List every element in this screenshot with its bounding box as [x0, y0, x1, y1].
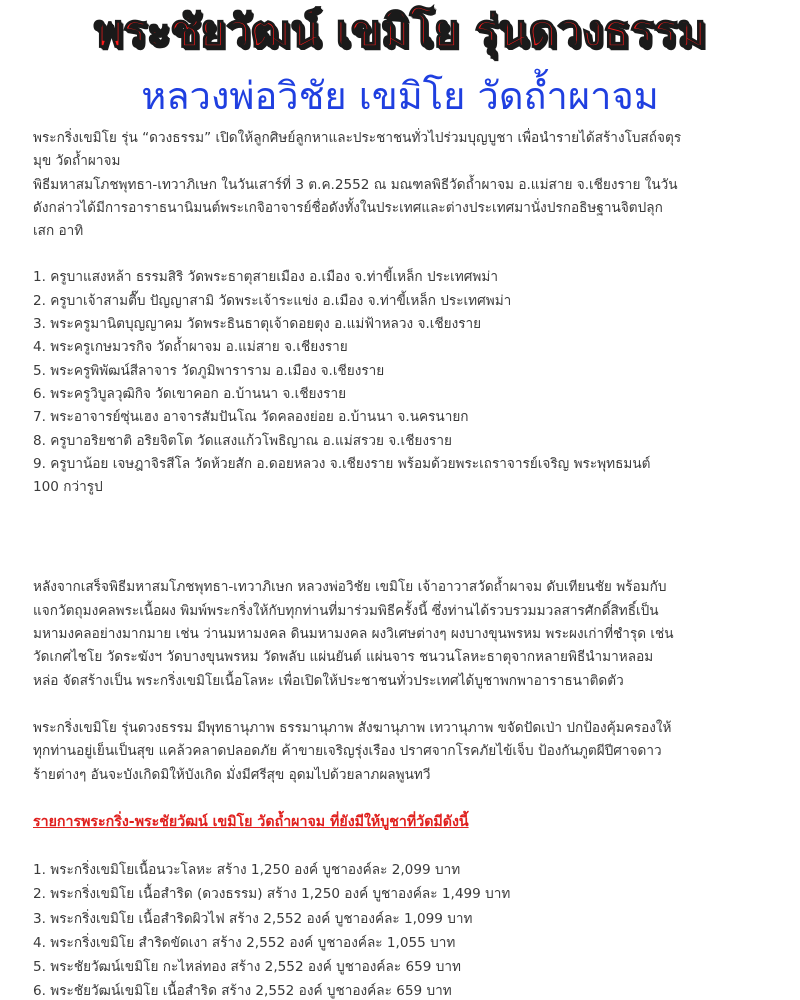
list-item: 2. ครูบาเจ้าสามตื๊บ ปัญญาสามิ วัดพระเจ้าระแข่ง อ.เมือง จ.ท่าขี้เหล็ก ประเทศพม่า: [33, 292, 512, 309]
list-item: 6. พระชัยวัฒน์เขมิโย เนื้อสำริด สร้าง 2,552 องค์ บูชาองค์ละ 659 บาท: [33, 983, 452, 1000]
list-item: 1. ครูบาแสงหล้า ธรรมสิริ วัดพระธาตุสายเมือง อ.เมือง จ.ท่าขี้เหล็ก ประเทศพม่า: [33, 269, 498, 286]
paragraph-line: พระกริ่งเขมิโย รุ่นดวงธรรม มีพุทธานุภาพ ธรรมานุภาพ สังฆานุภาพ เทวานุภาพ ขจัดปัดเป่า ปกป้องคุ้มครองให้: [33, 719, 672, 736]
list-item: 1. พระกริ่งเขมิโยเนื้อนวะโลหะ สร้าง 1,250 องค์ บูชาองค์ละ 2,099 บาท: [33, 862, 461, 879]
paragraph-line: หลังจากเสร็จพิธีมหาสมโภชพุทธา-เทวาภิเษก หลวงพ่อวิชัย เขมิโย เจ้าอาวาสวัดถ้ำผาจม ดับเทียนชัย พร้อมกับ: [33, 579, 667, 596]
spacer: [33, 499, 795, 576]
intro-line: เสก อาทิ: [33, 223, 84, 240]
monk-list: [33, 266, 795, 476]
page-title: พระชัยวัฒน์ เขมิโย รุ่นดวงธรรม: [93, 6, 707, 57]
list-item: 3. พระครูมานิตบุญญาคม วัดพระธินธาตุเจ้าดอยตุง อ.แม่ฟ้าหลวง จ.เชียงราย: [33, 316, 482, 333]
spacer: [33, 787, 795, 811]
paragraph-line: วัดเกศไชโย วัดระฆังฯ วัดบางขุนพรหม วัดพลับ แผ่นยันต์ แผ่นจาร ชนวนโลหะธาตุจากหลายพิธีนำมาหลอม: [33, 649, 654, 666]
list-item: 5. พระครูพิพัฒน์สีลาจาร วัดภูมิพาราราม อ.เมือง จ.เชียงราย: [33, 362, 385, 379]
paragraph-line: แจกวัตถุมงคลพระเนื้อผง พิมพ์พระกริ่งให้กับทุกท่านที่มาร่วมพิธีครั้งนี้ ซึ่งท่านได้รวบรวมมวลสารศักดิ์สิทธิ์เป็น: [33, 602, 659, 619]
spacer: [33, 834, 795, 858]
paragraph-line: ทุกท่านอยู่เย็นเป็นสุข แคล้วคลาดปลอดภัย ค้าขายเจริญรุ่งเรือง ปราศจากโรคภัยไข้เจ็บ ป้องกันภูตผีปีศาจดาว: [33, 743, 662, 760]
list-item: 5. พระชัยวัฒน์เขมิโย กะไหล่ทอง สร้าง 2,552 องค์ บูชาองค์ละ 659 บาท: [33, 958, 461, 975]
article-body: [33, 127, 795, 1000]
paragraph-line: มหามงคลอย่างมากมาย เช่น ว่านมหามงคล ดินมหามงคล ผงวิเศษต่างๆ ผงบางขุนพรหม พระผงเก่าที่ชำรุด เช่น: [33, 626, 674, 643]
spacer: [33, 243, 795, 266]
intro-line: พิธีมหาสมโภชพุทธา-เทวาภิเษก ในวันเสาร์ที่ 3 ต.ค.2552 ณ มณฑลพิธีวัดถ้ำผาจม อ.แม่สาย จ.เชียงราย ในวัน: [33, 176, 678, 193]
list-item: 9. ครูบาน้อย เจษฎาจิรสีโล วัดห้วยสัก อ.ดอยหลวง จ.เชียงราย พร้อมด้วยพระเถราจารย์เจริญ พระพุทธมนต์: [33, 455, 651, 472]
list-item: 2. พระกริ่งเขมิโย เนื้อสำริด (ดวงธรรม) สร้าง 1,250 องค์ บูชาองค์ละ 1,499 บาท: [33, 886, 511, 903]
amulet-list: [33, 858, 795, 1000]
spacer: [33, 693, 795, 717]
list-item: 8. ครูบาอริยชาติ อริยจิตโต วัดแสงแก้วโพธิญาณ อ.แม่สรวย จ.เชียงราย: [33, 432, 452, 449]
list-item: 3. พระกริ่งเขมิโย เนื้อสำริดผิวไฟ สร้าง 2,552 องค์ บูชาองค์ละ 1,099 บาท: [33, 910, 473, 927]
list-item: 6. พระครูวิบูลวุฒิกิจ วัดเขาคอก อ.บ้านนา จ.เชียงราย: [33, 385, 347, 402]
monk-list-tail: 100 กว่ารูป: [33, 479, 103, 496]
list-item: 4. พระกริ่งเขมิโย สำริดขัดเงา สร้าง 2,552 องค์ บูชาองค์ละ 1,055 บาท: [33, 934, 456, 951]
list-item: 4. พระครูเกษมวรกิจ วัดถ้ำผาจม อ.แม่สาย จ.เชียงราย: [33, 339, 348, 356]
intro-line: ดังกล่าวได้มีการอาราธนานิมนต์พระเกจิอาจารย์ชื่อดังทั้งในประเทศและต่างประเทศมานั่งปรกอธิษฐานจิตปลุก: [33, 199, 663, 216]
page-subtitle: หลวงพ่อวิชัย เขมิโย วัดถ้ำผาจม: [141, 74, 659, 118]
list-heading: รายการพระกริ่ง-พระชัยวัฒน์ เขมิโย วัดถ้ำผาจม ที่ยังมีให้บูชาที่วัดมีดังนี้: [33, 813, 469, 830]
paragraph-line: หล่อ จัดสร้างเป็น พระกริ่งเขมิโยเนื้อโลหะ เพื่อเปิดให้ประชาชนทั่วประเทศได้บูชาพกพาอาราธนาติดตัว: [33, 672, 624, 689]
list-item: 7. พระอาจารย์ซุ่นเฮง อาจารสัมปันโณ วัดคลองย่อย อ.บ้านนา จ.นครนายก: [33, 409, 469, 426]
intro-line: มุข วัดถ้ำผาจม: [33, 153, 121, 170]
intro-line: พระกริ่งเขมิโย รุ่น “ดวงธรรม” เปิดให้ลูกศิษย์ลูกหาและประชาชนทั่วไปร่วมบุญบูชา เพื่อนำรายได้สร้างโบสถ์จตุร: [33, 130, 682, 146]
paragraph-line: ร้ายต่างๆ อันจะบังเกิดมิให้บังเกิด มั่งมีศรีสุข อุดมไปด้วยลาภผลพูนทวี: [33, 766, 431, 783]
